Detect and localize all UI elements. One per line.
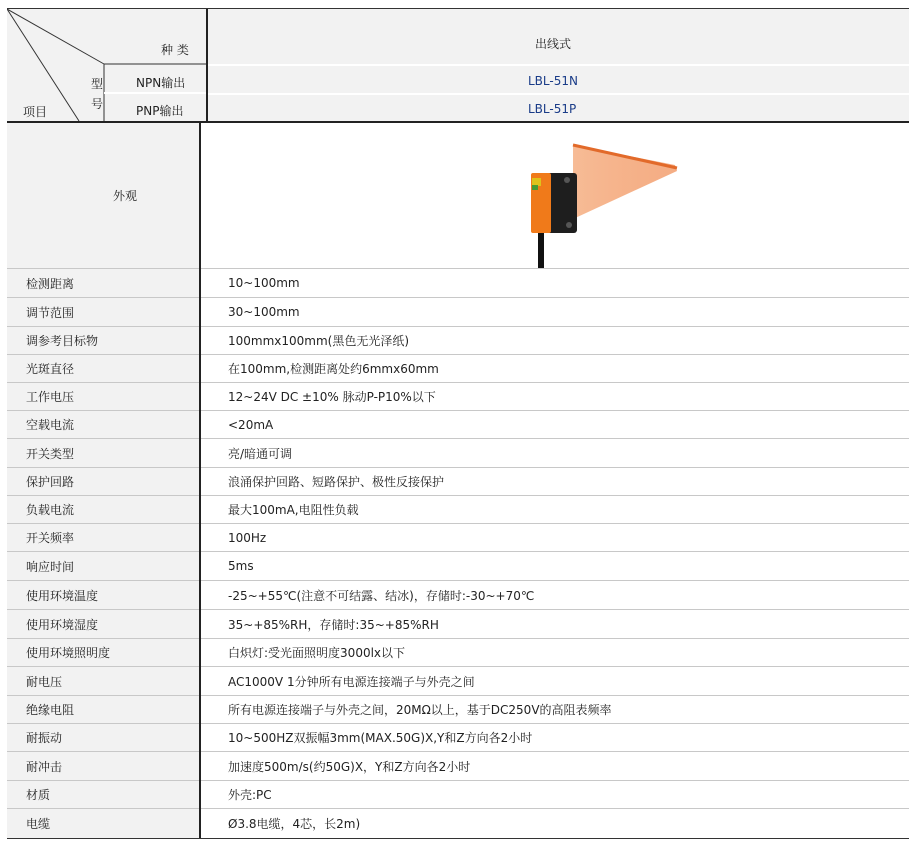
spec-label-cell: [7, 439, 199, 467]
xing-label: 型: [91, 77, 104, 91]
spec-value: 10~500HZ双振幅3mm(MAX.50G)X,Y和Z方向各2小时: [228, 731, 533, 745]
spec-label: 开关频率: [26, 531, 75, 545]
spec-value-cell: [201, 524, 909, 551]
appearance-image-cell: [201, 123, 909, 268]
spec-label-cell: [7, 581, 199, 609]
spec-value: 加速度500m/s(约50G)X，Y和Z方向各2小时: [228, 759, 471, 774]
spec-value-cell: [201, 696, 909, 723]
pnp-label: PNP输出: [136, 104, 184, 118]
kind-label: 种 类: [161, 43, 189, 57]
spec-value-cell: [201, 468, 909, 495]
spec-value: -25~+55℃(注意不可结露、结冰)，存储时:-30~+70℃: [228, 588, 535, 603]
item-label: 项目: [23, 105, 48, 119]
spec-label: 光斑直径: [26, 362, 75, 376]
spec-label-cell: [7, 552, 199, 580]
spec-value-cell: [201, 383, 909, 410]
header-block: [7, 8, 909, 122]
spec-label-cell: [7, 411, 199, 438]
npn-model: LBL-51N: [528, 74, 578, 88]
spec-value-cell: [201, 724, 909, 751]
spec-label: 耐振动: [26, 731, 63, 745]
spec-label-cell: [7, 667, 199, 695]
spec-value-cell: [201, 752, 909, 780]
spec-value-cell: [201, 439, 909, 467]
spec-label: 使用环境照明度: [26, 646, 111, 660]
spec-label: 材质: [26, 788, 51, 802]
npn-label: NPN输出: [136, 76, 186, 90]
spec-value-cell: [201, 327, 909, 354]
spec-label-cell: [7, 524, 199, 551]
spec-label: 负载电流: [26, 503, 75, 517]
hao-label: 号: [91, 97, 104, 111]
spec-label-cell: [7, 696, 199, 723]
spec-label-cell: [7, 355, 199, 382]
spec-value: AC1000V 1分钟所有电源连接端子与外壳之间: [228, 674, 475, 689]
header-divider: [206, 9, 208, 122]
spec-label: 开关类型: [26, 446, 75, 461]
appearance-label-cell: [7, 123, 199, 268]
pnp-model: LBL-51P: [528, 102, 577, 116]
spec-label: 电缆: [26, 817, 51, 831]
spec-value: 5ms: [228, 559, 254, 573]
spec-value: <20mA: [228, 417, 274, 432]
spec-label-cell: [7, 639, 199, 666]
spec-label: 使用环境温度: [26, 588, 99, 603]
table-bottom-rule: [7, 838, 909, 839]
spec-label-cell: [7, 298, 199, 326]
spec-value-cell: [201, 496, 909, 523]
spec-value: 10~100mm: [228, 276, 300, 290]
spec-label-cell: [7, 781, 199, 808]
spec-value-cell: [201, 610, 909, 638]
spec-value: 100Hz: [228, 530, 267, 545]
spec-label: 响应时间: [26, 559, 75, 574]
spec-value: 所有电源连接端子与外壳之间，20MΩ以上，基于DC250V的高阻表频率: [228, 703, 612, 717]
spec-label: 调参考目标物: [26, 334, 99, 348]
spec-label-cell: [7, 383, 199, 410]
spec-value: 白炽灯:受光面照明度3000lx以下: [228, 646, 406, 660]
spec-label: 耐电压: [26, 674, 63, 689]
spec-value: 在100mm,检测距离处约6mmx60mm: [228, 362, 439, 376]
spec-value-cell: [201, 411, 909, 438]
kind-value: 出线式: [535, 37, 572, 51]
spec-label: 空载电流: [26, 418, 75, 432]
spec-label-cell: [7, 327, 199, 354]
spec-value: 浪涌保护回路、短路保护、极性反接保护: [228, 475, 445, 489]
appearance-label: 外观: [113, 189, 138, 203]
spec-value-cell: [201, 269, 909, 297]
photoelectric-sensor-image: [201, 123, 909, 268]
spec-value: 30~100mm: [228, 305, 300, 319]
spec-label: 保护回路: [26, 475, 75, 489]
spec-label-cell: [7, 269, 199, 297]
spec-value: Ø3.8电缆，4芯，长2m): [228, 817, 361, 831]
spec-label-cell: [7, 610, 199, 638]
spec-label-cell: [7, 468, 199, 495]
spec-label-cell: [7, 752, 199, 780]
spec-label-cell: [7, 809, 199, 838]
spec-value-cell: [201, 639, 909, 666]
spec-label: 耐冲击: [26, 759, 63, 774]
spec-value: 12~24V DC ±10% 脉动P-P10%以下: [228, 390, 436, 404]
spec-value-cell: [201, 355, 909, 382]
spec-label-cell: [7, 496, 199, 523]
spec-label: 工作电压: [26, 390, 75, 404]
spec-label: 调节范围: [26, 305, 75, 320]
spec-value-cell: [201, 581, 909, 609]
spec-value-cell: [201, 298, 909, 326]
spec-value-cell: [201, 781, 909, 808]
spec-value: 35~+85%RH，存储时:35~+85%RH: [228, 617, 439, 632]
spec-label: 绝缘电阻: [26, 703, 75, 717]
spec-value: 亮/暗通可调: [228, 446, 293, 461]
spec-value: 最大100mA,电阻性负载: [228, 503, 359, 517]
spec-value: 外壳:PC: [228, 788, 272, 802]
spec-value-cell: [201, 809, 909, 838]
spec-value-cell: [201, 667, 909, 695]
spec-value-cell: [201, 552, 909, 580]
spec-label: 检测距离: [26, 276, 75, 291]
spec-value: 100mmx100mm(黑色无光泽纸): [228, 334, 410, 348]
spec-label-cell: [7, 724, 199, 751]
spec-label: 使用环境湿度: [26, 617, 99, 632]
